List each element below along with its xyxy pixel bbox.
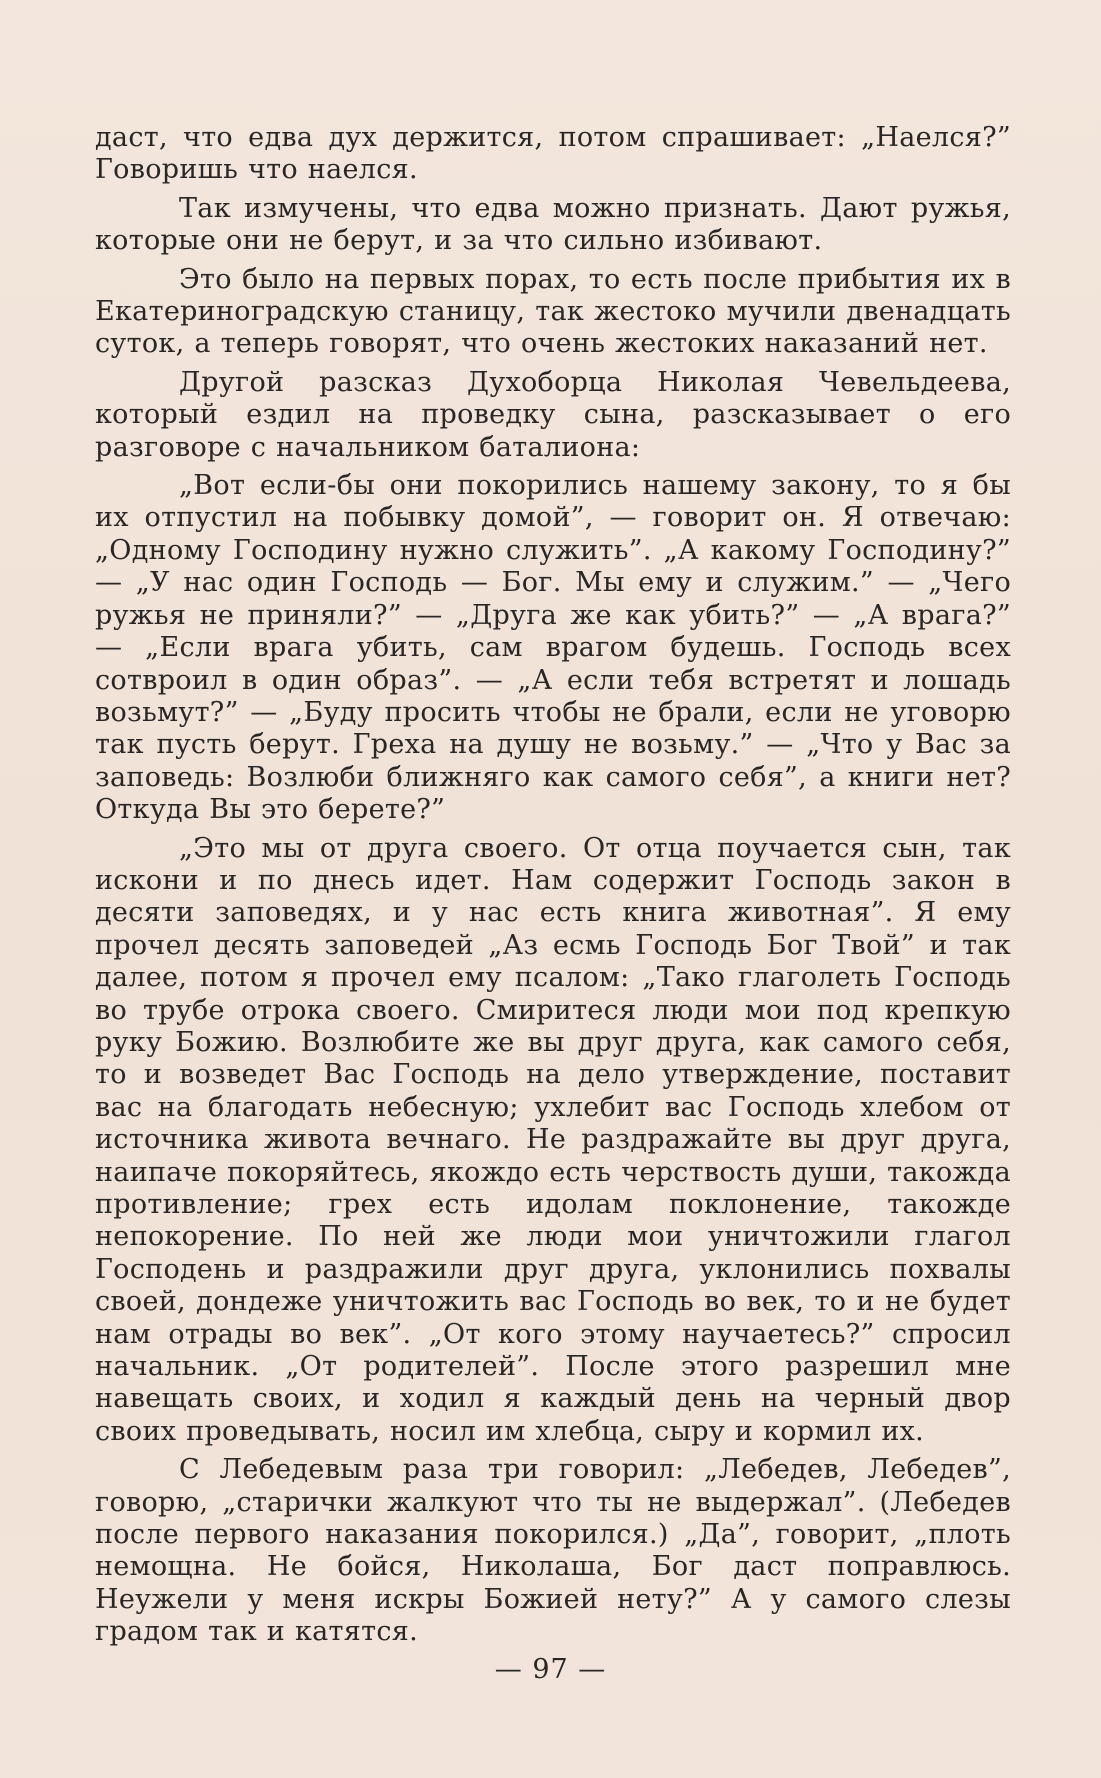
paragraph: „Вот если-бы они покорились нашему закону, то я бы их отпустил на побывку домой”, — говорит он. Я отвечаю: „Одному Господину нужно служить”. „А какому Господину?” — „У нас один Господь — Бог. Мы ему и служим.” — „Чего ружья не приняли?” — „Друга же как убить?” — „А врага?” — „Если врага убить, сам врагом будешь. Господь всех сотвроил в один образ”. — „А если тебя встретят и лошадь возьмут?” — „Буду просить чтобы не брали, если не уговорю так пусть берут. Греха на душу не возьму.” — „Что у Вас за заповедь: Возлюби ближняго как самого себя”, а книги нет? Откуда Вы это берете?” — [95, 470, 1011, 826]
paragraph: „Это мы от друга своего. От отца поучается сын, так искони и по днесь идет. Нам содержит Господь закон в десяти заповедях, и у нас есть книга животная”. Я ему прочел десять заповедей „Аз есмь Господь Бог Твой” и так далее, потом я прочел ему псалом: „Тако глаголеть Господь во трубе отрока своего. Смиритеся люди мои под крепкую руку Божию. Возлюбите же вы друг друга, как самого себя, то и возведет Вас Господь на дело утверждение, поставит вас на благодать небесную; ухлебит вас Господь хлебом от источника живота вечнаго. Не раздражайте вы друг друга, наипаче покоряйтесь, якождо есть черствость души, такожда противление; грех есть идолам поклонение, такожде непокорение. По ней же люди мои уничтожили глагол Господень и раздражили друг друга, уклонились похвалы своей, дондеже уничтожить вас Господь во век, то и не будет нам отрады во век”. „От кого этому научаетесь?” спросил начальник. „От родителей”. После этого разрешил мне навещать своих, и ходил я каждый день на черный двор своих проведывать, носил им хлебца, сыру и кормил их. — [95, 832, 1011, 1447]
page-text — [95, 122, 1011, 1655]
page-number: — 97 — — [494, 1654, 607, 1685]
paragraph: даст, что едва дух держится, потом спрашивает: „Наелся?” Говоришь что наелся. — [95, 122, 1011, 186]
paragraph: Другой разсказ Духоборца Николая Чевельдеева, который ездил на проведку сына, разсказывает о его разговоре с начальником баталиона: — [95, 366, 1011, 463]
paragraph: Это было на первых порах, то есть после прибытия их в Екатериноградскую станицу, так жестоко мучили двенадцать суток, а теперь говорят, что очень жестоких наказаний нет. — [95, 263, 1011, 360]
paragraph: С Лебедевым раза три говорил: „Лебедев, Лебедев”, говорю, „старички жалкуют что ты не выдержал”. (Лебедев после первого наказания покорился.) „Да”, говорит, „плоть немощна. Не бойся, Николаша, Бог даст поправлюсь. Неужели у меня искры Божией нету?” А у самого слезы градом так и катятся. — [95, 1454, 1011, 1648]
paragraph: Так измучены, что едва можно признать. Дают ружья, которые они не берут, и за что сильно избивают. — [95, 192, 1011, 257]
